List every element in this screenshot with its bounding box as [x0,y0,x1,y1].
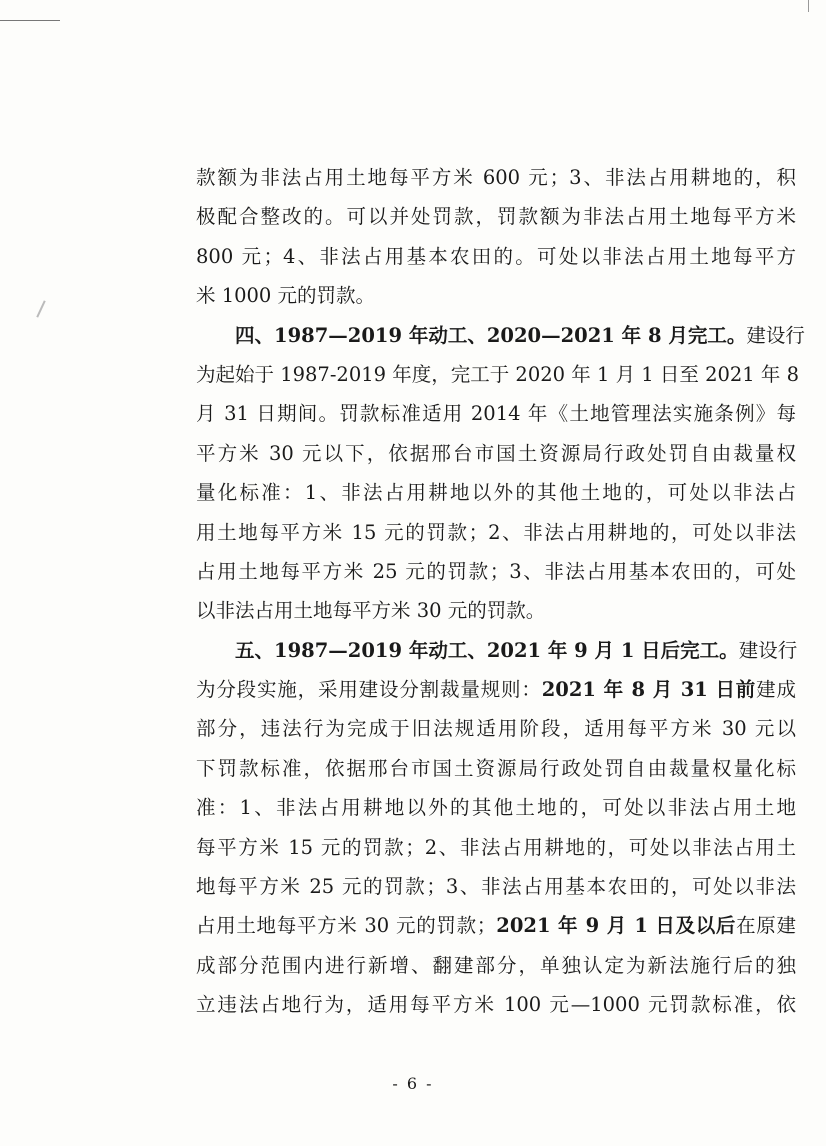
text-line [196,197,796,236]
text-line [196,355,799,394]
text-line [196,158,796,197]
text-line [196,473,796,512]
scan-speck [36,300,45,317]
text-run: 建设行 [746,323,805,347]
scan-edge-mark [0,20,60,21]
bold-text: 2021 年 8 月 31 日前 [541,678,757,702]
text-run: 以非法占用土地每平方米 30 元的罚款。 [196,599,546,623]
text-run: 米 1000 元的罚款。 [196,284,376,308]
text-line [196,788,796,827]
text-run: 量化标准：1、非法占用耕地以外的其他土地的，可处以非法占 [196,481,796,505]
text-line [196,591,796,630]
text-line [196,513,796,552]
page-number: - 6 - [392,1074,434,1093]
text-line [196,552,796,591]
paragraph [196,631,796,1025]
text-line [196,316,805,355]
body-text [196,158,805,1025]
text-run: 立违法占地行为，适用每平方米 100 元—1000 元罚款标准，依 [196,993,796,1017]
text-run: 在原建 [736,914,796,938]
text-run: 款额为非法占用土地每平方米 600 元；3、非法占用耕地的，积 [196,166,796,189]
text-run: 建成 [756,678,796,702]
text-run: 准：1、非法占用耕地以外的其他土地的，可处以非法占用土地 [196,796,796,820]
text-line [196,709,796,748]
text-run: 占用土地每平方米 25 元的罚款；3、非法占用基本农田的，可处 [196,559,796,583]
text-line [196,828,796,867]
text-line [196,434,796,473]
text-run: 建设行 [738,638,798,662]
text-run: 为分段实施，采用建设分割裁量规则： [196,678,542,702]
text-line [196,749,796,788]
scan-edge-mark [808,0,809,12]
bold-text: 五、1987—2019 年动工、2021 年 9 月 1 日后完工。 [235,638,739,662]
text-line [196,276,796,315]
text-line [196,867,796,906]
text-line [196,985,796,1024]
text-run: 月 31 日期间。罚款标准适用 2014 年《土地管理法实施条例》每 [196,402,796,426]
text-run: 800 元；4、非法占用基本农田的。可处以非法占用土地每平方 [196,244,796,268]
text-run: 用土地每平方米 15 元的罚款；2、非法占用耕地的，可处以非法 [196,520,796,544]
text-line [196,670,796,709]
text-line [196,394,796,433]
text-run: 极配合整改的。可以并处罚款，罚款额为非法占用土地每平方米 [196,205,796,229]
text-run: 部分，违法行为完成于旧法规适用阶段，适用每平方米 30 元以 [196,717,796,741]
bold-text: 2021 年 9 月 1 日及以后 [496,914,737,938]
paragraph [196,158,796,316]
text-run: 地每平方米 25 元的罚款；3、非法占用基本农田的，可处以非法 [196,875,796,899]
text-line [196,631,796,670]
text-run: 下罚款标准，依据邢台市国土资源局行政处罚自由裁量权量化标 [196,756,796,780]
paragraph [196,316,805,631]
text-run: 平方米 30 元以下，依据邢台市国土资源局行政处罚自由裁量权 [196,441,796,465]
text-line [196,906,796,945]
text-line [196,946,796,985]
bold-text: 四、1987—2019 年动工、2020—2021 年 8 月完工。 [235,323,747,347]
text-run: 为起始于 1987-2019 年度，完工于 2020 年 1 月 1 日至 2021 年 8 [196,362,799,386]
text-run: 成部分范围内进行新增、翻建部分，单独认定为新法施行后的独 [196,953,796,977]
text-run: 每平方米 15 元的罚款；2、非法占用耕地的，可处以非法占用土 [196,835,796,859]
text-run: 占用土地每平方米 30 元的罚款； [196,914,497,938]
text-line [196,237,796,276]
